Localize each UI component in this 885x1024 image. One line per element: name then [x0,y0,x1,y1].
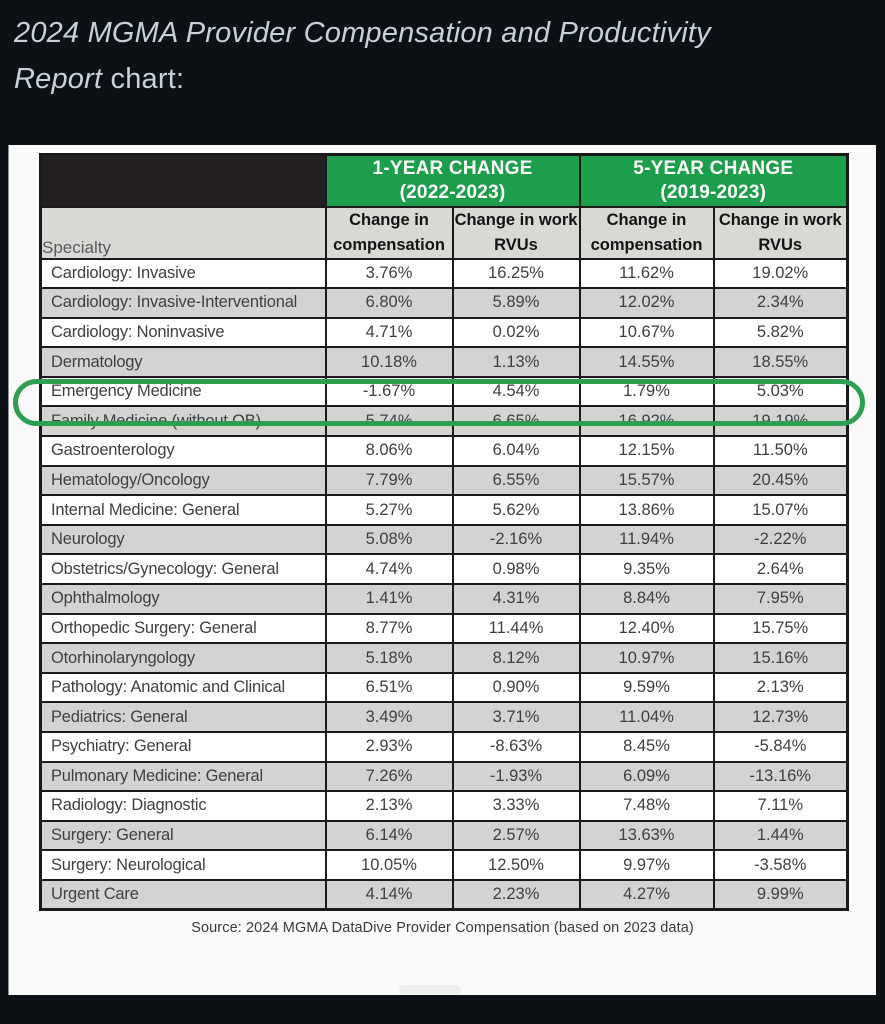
value-cell: 5.08% [326,525,453,555]
value-cell: 2.23% [453,880,580,910]
value-cell: 11.62% [580,259,714,289]
value-cell: 6.65% [453,406,580,436]
value-cell: 7.26% [326,762,453,792]
value-cell: 10.67% [580,318,714,348]
table-row [41,347,848,377]
value-cell: -1.93% [453,762,580,792]
value-cell: 6.55% [453,466,580,496]
value-cell: 1.44% [714,821,848,851]
value-cell: 15.16% [714,643,848,673]
table-row [41,436,848,466]
value-cell: 6.80% [326,288,453,318]
specialty-cell: Pulmonary Medicine: General [41,762,326,792]
specialty-cell: Psychiatry: General [41,732,326,762]
specialty-cell: Pediatrics: General [41,702,326,732]
value-cell: 0.02% [453,318,580,348]
value-cell: 12.73% [714,702,848,732]
value-cell: 5.82% [714,318,848,348]
corner-cell [41,155,326,207]
specialty-cell: Hematology/Oncology [41,466,326,496]
col-header-5yr-rvu: Change in work RVUs [714,207,848,259]
table-row [41,466,848,496]
value-cell: 10.05% [326,850,453,880]
page-title-line1: 2024 MGMA Provider Compensation and Productivity [14,17,711,49]
value-cell: 0.90% [453,673,580,703]
value-cell: 8.84% [580,584,714,614]
specialty-cell: Neurology [41,525,326,555]
table-row [41,821,848,851]
value-cell: 19.02% [714,259,848,289]
value-cell: 11.94% [580,525,714,555]
value-cell: 7.95% [714,584,848,614]
table-row [41,288,848,318]
table-row [41,554,848,584]
specialty-cell: Family Medicine (without OB) [41,406,326,436]
value-cell: 9.99% [714,880,848,910]
col-header-1yr-comp: Change in compensation [326,207,453,259]
value-cell: 3.71% [453,702,580,732]
value-cell: 1.79% [580,377,714,407]
specialty-cell: Surgery: General [41,821,326,851]
value-cell: 6.04% [453,436,580,466]
value-cell: 5.62% [453,495,580,525]
specialty-cell: Dermatology [41,347,326,377]
specialty-cell: Pathology: Anatomic and Clinical [41,673,326,703]
value-cell: 16.25% [453,259,580,289]
value-cell: 5.03% [714,377,848,407]
group-header-5year [580,155,848,207]
value-cell: 15.75% [714,614,848,644]
value-cell: 9.59% [580,673,714,703]
group-header-1year [326,155,580,207]
value-cell: -2.16% [453,525,580,555]
table-row [41,880,848,910]
table-row [41,702,848,732]
value-cell: 4.27% [580,880,714,910]
value-cell: 8.45% [580,732,714,762]
value-cell: 14.55% [580,347,714,377]
specialty-cell: Obstetrics/Gynecology: General [41,554,326,584]
group-header-1year-line2: (2022-2023) [399,181,506,203]
value-cell: -3.58% [714,850,848,880]
table-head [41,155,848,259]
col-header-5yr-comp: Change in compensation [580,207,714,259]
value-cell: 4.74% [326,554,453,584]
group-header-row [41,155,848,207]
value-cell: 18.55% [714,347,848,377]
value-cell: 2.93% [326,732,453,762]
value-cell: 15.57% [580,466,714,496]
value-cell: 19.19% [714,406,848,436]
value-cell: 8.77% [326,614,453,644]
value-cell: 11.04% [580,702,714,732]
value-cell: 15.07% [714,495,848,525]
page-title [14,10,854,102]
value-cell: 12.15% [580,436,714,466]
value-cell: 4.71% [326,318,453,348]
page-title-report-word: Report [14,63,103,95]
specialty-cell: Cardiology: Noninvasive [41,318,326,348]
value-cell: 9.35% [580,554,714,584]
value-cell: 11.50% [714,436,848,466]
value-cell: 3.33% [453,791,580,821]
value-cell: 5.89% [453,288,580,318]
compensation-table [39,153,849,911]
table-row [41,525,848,555]
value-cell: 2.34% [714,288,848,318]
value-cell: -2.22% [714,525,848,555]
specialty-cell: Gastroenterology [41,436,326,466]
table-row [41,732,848,762]
value-cell: 12.40% [580,614,714,644]
value-cell: 8.12% [453,643,580,673]
group-header-5year-line2: (2019-2023) [660,181,767,203]
value-cell: 5.74% [326,406,453,436]
value-cell: 11.44% [453,614,580,644]
specialty-cell: Emergency Medicine [41,377,326,407]
group-header-1year-line1: 1-YEAR CHANGE [372,157,533,179]
specialty-cell: Internal Medicine: General [41,495,326,525]
value-cell: 20.45% [714,466,848,496]
table-row [41,377,848,407]
value-cell: 2.64% [714,554,848,584]
value-cell: 6.09% [580,762,714,792]
value-cell: -5.84% [714,732,848,762]
table-row [41,259,848,289]
specialty-cell: Radiology: Diagnostic [41,791,326,821]
value-cell: 2.13% [714,673,848,703]
value-cell: 16.92% [580,406,714,436]
table-row [41,850,848,880]
table-row [41,673,848,703]
table-row [41,791,848,821]
source-caption: Source: 2024 MGMA DataDive Provider Compensation (based on 2023 data) [191,920,694,937]
value-cell: 0.98% [453,554,580,584]
table-row [41,584,848,614]
value-cell: 4.31% [453,584,580,614]
value-cell: 7.79% [326,466,453,496]
value-cell: 6.14% [326,821,453,851]
specialty-cell: Cardiology: Invasive [41,259,326,289]
table-row [41,614,848,644]
table-body [41,259,848,910]
table-row [41,406,848,436]
value-cell: 3.49% [326,702,453,732]
table-row [41,318,848,348]
value-cell: 1.41% [326,584,453,614]
specialty-cell: Ophthalmology [41,584,326,614]
scroll-indicator [399,985,461,994]
value-cell: 12.50% [453,850,580,880]
specialty-cell: Orthopedic Surgery: General [41,614,326,644]
specialty-cell: Cardiology: Invasive-Interventional [41,288,326,318]
value-cell: 1.13% [453,347,580,377]
value-cell: 2.57% [453,821,580,851]
table-row [41,495,848,525]
value-cell: 12.02% [580,288,714,318]
value-cell: 4.14% [326,880,453,910]
value-cell: 13.86% [580,495,714,525]
table-card [8,145,876,995]
specialty-cell: Surgery: Neurological [41,850,326,880]
value-cell: 4.54% [453,377,580,407]
table-row [41,643,848,673]
value-cell: 10.18% [326,347,453,377]
value-cell: -1.67% [326,377,453,407]
value-cell: 5.27% [326,495,453,525]
value-cell: 10.97% [580,643,714,673]
value-cell: 3.76% [326,259,453,289]
value-cell: 6.51% [326,673,453,703]
specialty-cell: Urgent Care [41,880,326,910]
value-cell: 5.18% [326,643,453,673]
page-title-chart-word: chart: [102,63,185,95]
value-cell: 2.13% [326,791,453,821]
value-cell: -13.16% [714,762,848,792]
group-header-5year-line1: 5-YEAR CHANGE [633,157,794,179]
value-cell: 7.48% [580,791,714,821]
value-cell: 9.97% [580,850,714,880]
specialty-column-header: Specialty [41,207,326,259]
value-cell: 8.06% [326,436,453,466]
specialty-cell: Otorhinolaryngology [41,643,326,673]
value-cell: 7.11% [714,791,848,821]
col-header-1yr-rvu: Change in work RVUs [453,207,580,259]
column-header-row [41,207,848,259]
value-cell: 13.63% [580,821,714,851]
value-cell: -8.63% [453,732,580,762]
table-row [41,762,848,792]
